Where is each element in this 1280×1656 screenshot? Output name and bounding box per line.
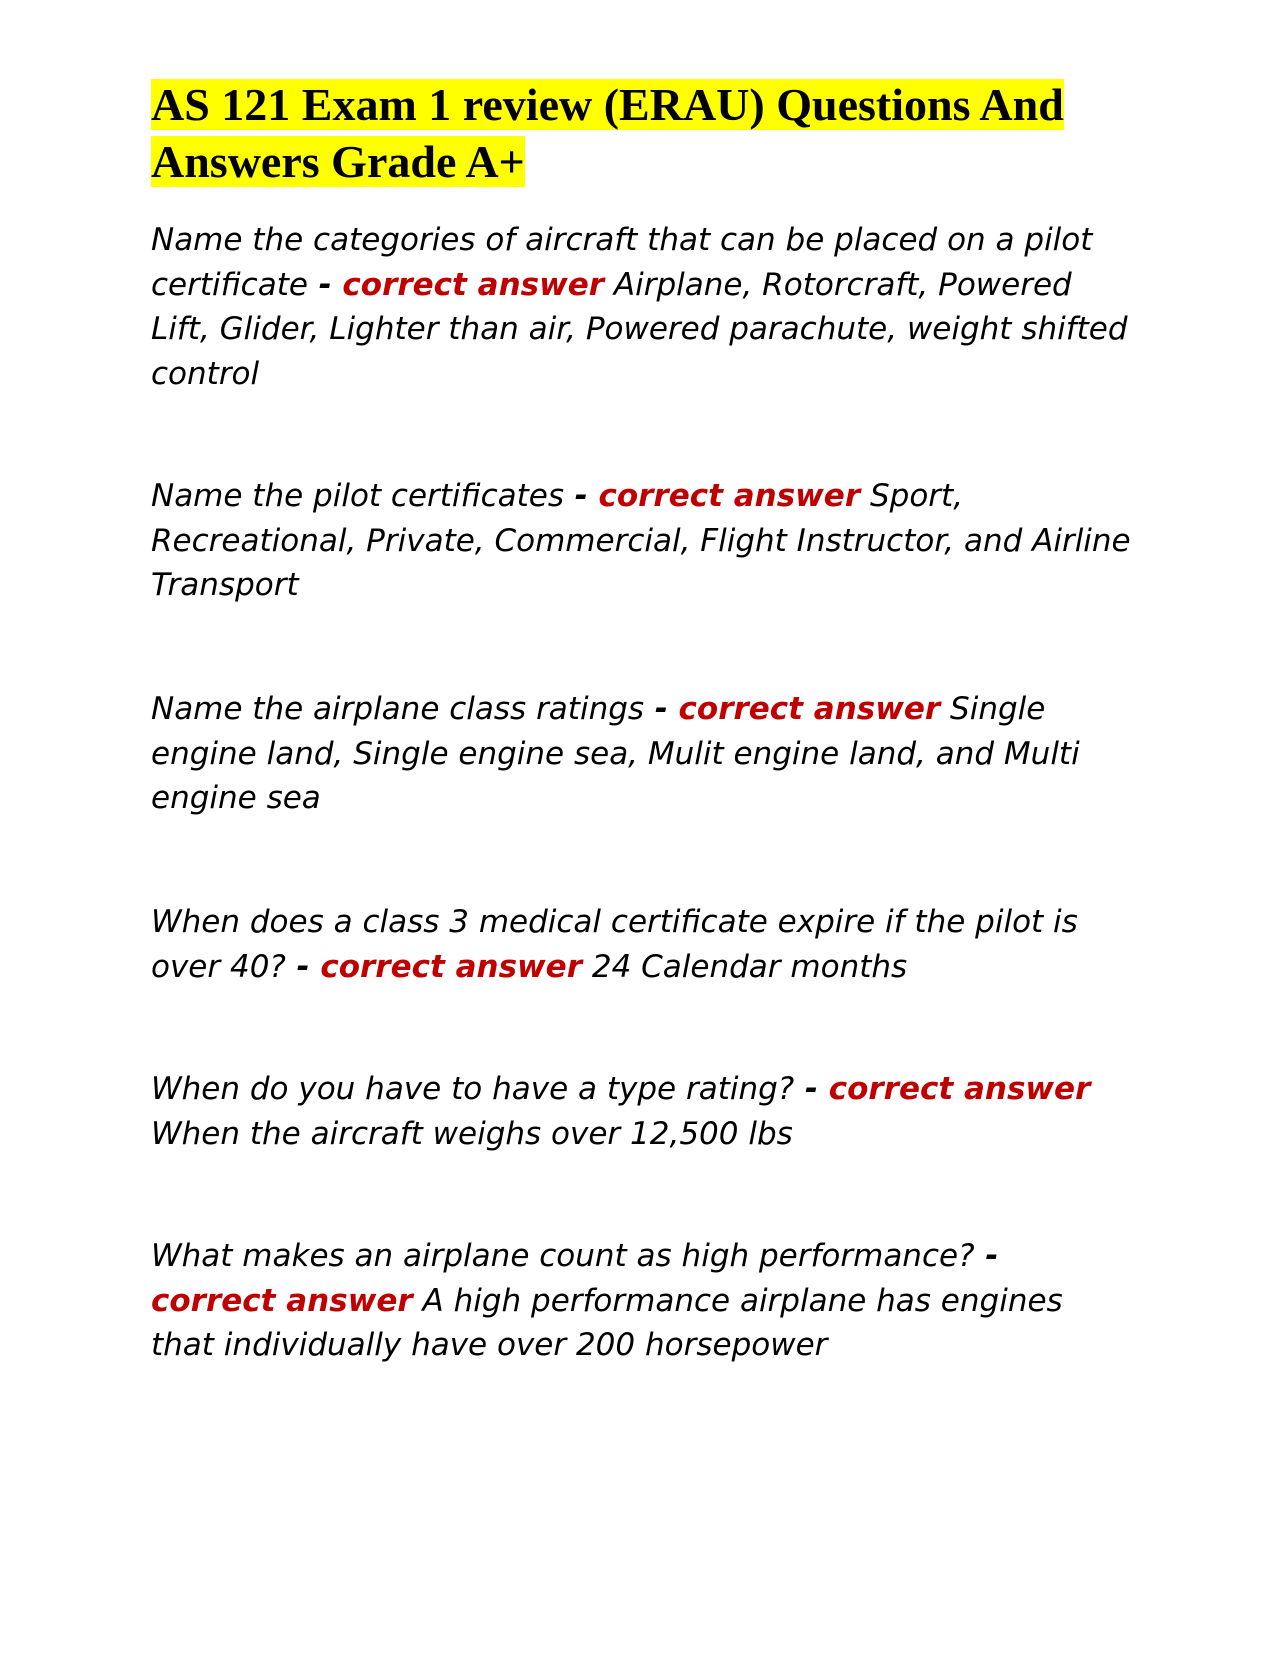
qa-item bbox=[151, 474, 1131, 608]
qa-item bbox=[151, 900, 1131, 989]
question-text: When does a class 3 medical certificate expire if the pilot is over 40? bbox=[151, 904, 1078, 985]
answer-text: Airplane, Rotorcraft, Powered Lift, Glider, Lighter than air, Powered parachute, weight shifted control bbox=[151, 266, 1128, 392]
qa-item bbox=[151, 687, 1131, 821]
qa-separator: - bbox=[307, 266, 343, 303]
answer-text: Sport, Recreational, Private, Commercial, Flight Instructor, and Airline Transport bbox=[151, 478, 1131, 603]
question-text: Name the categories of aircraft that can be placed on a pilot certificate bbox=[151, 222, 1093, 303]
answer-text: Single engine land, Single engine sea, Mulit engine land, and Multi engine sea bbox=[151, 691, 1080, 816]
qa-item bbox=[151, 1067, 1131, 1156]
correct-answer-label: correct answer bbox=[342, 266, 605, 303]
answer-text: A high performance airplane has engines that individually have over 200 horsepower bbox=[151, 1282, 1063, 1363]
correct-answer-label: correct answer bbox=[151, 1282, 413, 1319]
correct-answer-label: correct answer bbox=[678, 691, 941, 727]
correct-answer-label: correct answer bbox=[828, 1071, 1091, 1107]
qa-separator: - bbox=[644, 691, 679, 727]
qa-separator: - bbox=[974, 1238, 999, 1274]
qa-separator: - bbox=[794, 1071, 829, 1107]
qa-separator: - bbox=[564, 478, 599, 514]
qa-item bbox=[151, 1234, 1131, 1368]
question-text: Name the pilot certificates bbox=[151, 478, 564, 514]
title-highlight: AS 121 Exam 1 review (ERAU) Questions And Answers Grade A+ bbox=[151, 79, 1064, 187]
qa-separator: - bbox=[285, 948, 321, 985]
answer-text: 24 Calendar months bbox=[591, 948, 908, 985]
answer-text: When the aircraft weighs over 12,500 lbs bbox=[151, 1115, 793, 1152]
document-title bbox=[151, 76, 1081, 190]
qa-item bbox=[151, 218, 1131, 396]
correct-answer-label: correct answer bbox=[598, 478, 861, 514]
question-text: Name the airplane class ratings bbox=[151, 691, 645, 727]
question-text: When do you have to have a type rating? bbox=[151, 1071, 795, 1107]
question-text: What makes an airplane count as high performance? bbox=[151, 1238, 975, 1274]
correct-answer-label: correct answer bbox=[320, 948, 582, 985]
